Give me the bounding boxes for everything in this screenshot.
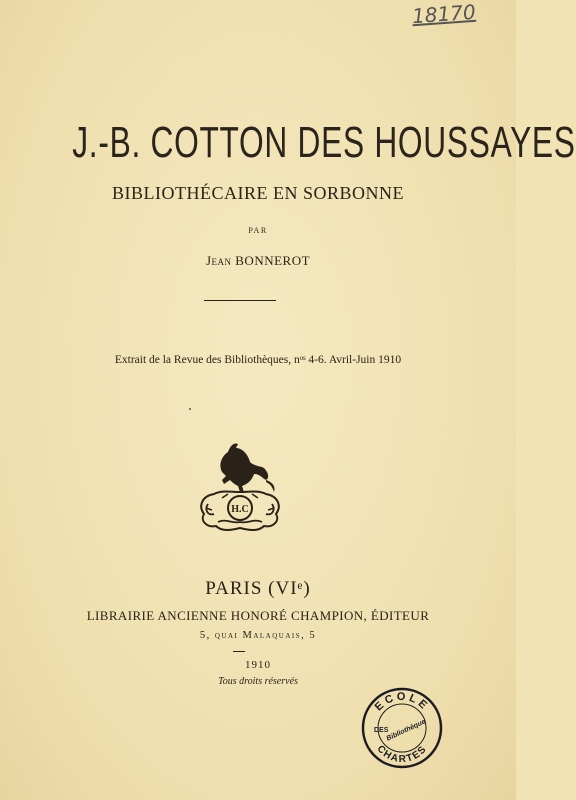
imprint-city: PARIS (VIᵉ) bbox=[205, 578, 311, 599]
author-last-name: BONNEROT bbox=[235, 253, 311, 268]
document-title: J.-B. COTTON DES HOUSSAYES bbox=[72, 118, 576, 167]
extract-note: Extrait de la Revue des Bibliothèques, nᵒˢ 4-6. Avril-Juin 1910 bbox=[114, 354, 402, 366]
document-subtitle: BIBLIOTHÉCAIRE EN SORBONNE bbox=[112, 183, 404, 203]
short-rule bbox=[233, 651, 245, 652]
imprint-year: 1910 bbox=[245, 659, 271, 671]
stamp-left-text: DES bbox=[374, 727, 389, 734]
divider-rule bbox=[204, 300, 276, 301]
author-first-name: Jean bbox=[205, 253, 232, 268]
horse-emblem-icon bbox=[192, 434, 288, 534]
imprint-address: 5, quai Malaquais, 5 bbox=[199, 630, 317, 641]
par-label: PAR bbox=[248, 226, 268, 235]
speck bbox=[189, 408, 191, 410]
library-stamp-icon bbox=[360, 686, 444, 770]
imprint-publisher: LIBRAIRIE ANCIENNE HONORÉ CHAMPION, ÉDITEUR bbox=[86, 608, 430, 623]
handwritten-shelfmark: 18170 bbox=[411, 0, 477, 29]
stamp-middle-text: Bibliothèque bbox=[385, 718, 427, 743]
author-line bbox=[0, 253, 516, 269]
stamp-top-text: ECOLE bbox=[372, 690, 432, 714]
stamp-bottom-text: CHARTES bbox=[374, 743, 430, 766]
imprint-rights: Tous droits réservés bbox=[218, 676, 298, 687]
emblem-monogram: H.C bbox=[231, 504, 249, 515]
